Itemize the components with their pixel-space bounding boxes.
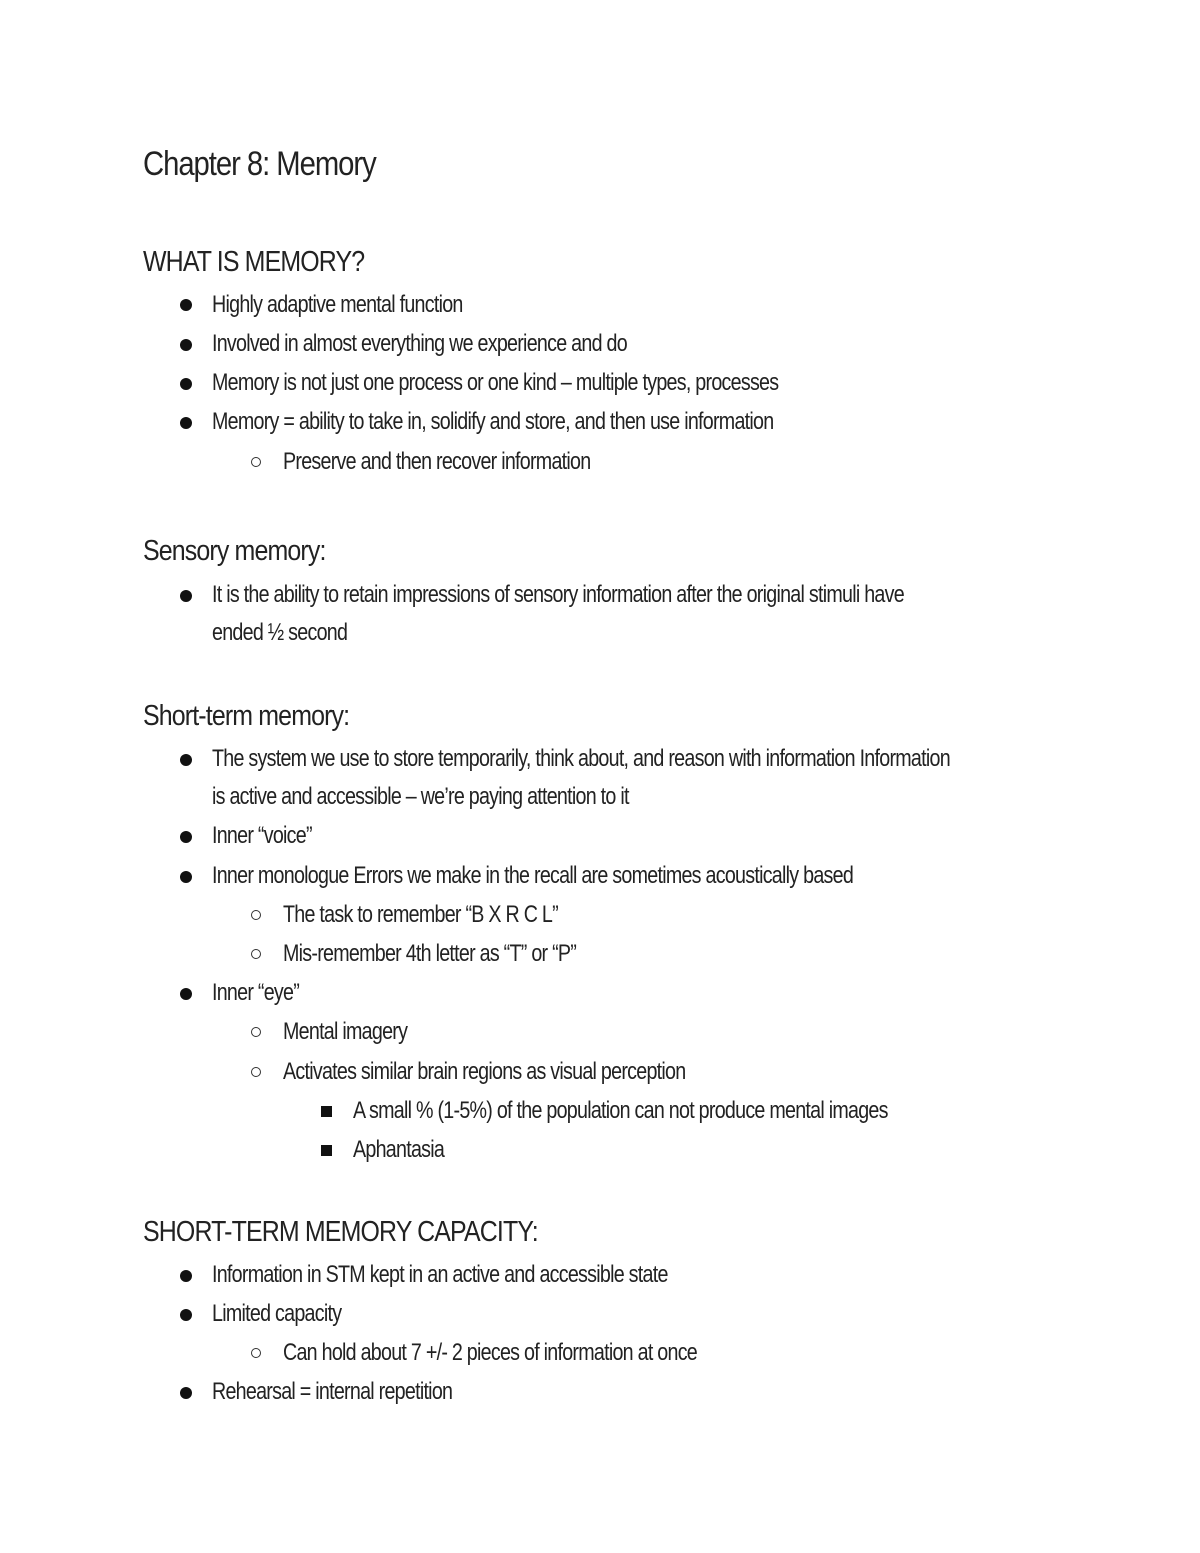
bullet-disc-icon bbox=[180, 1270, 192, 1282]
bullet-circle-icon bbox=[251, 1027, 261, 1037]
bullet-disc-icon bbox=[180, 754, 192, 766]
bullet-disc-icon bbox=[180, 590, 192, 602]
list-item: Preserve and then recover information bbox=[283, 448, 591, 475]
bullet-disc-icon bbox=[180, 417, 192, 429]
bullet-disc-icon bbox=[180, 299, 192, 311]
list-item: It is the ability to retain impressions of sensory information after the original stimuli have bbox=[212, 581, 904, 608]
page-title: Chapter 8: Memory bbox=[143, 145, 376, 183]
list-item: Rehearsal = internal repetition bbox=[212, 1378, 453, 1405]
list-item: Highly adaptive mental function bbox=[212, 291, 463, 318]
list-item: Information in STM kept in an active and accessible state bbox=[212, 1261, 668, 1288]
list-item: The task to remember “B X R C L” bbox=[283, 901, 558, 928]
section-heading-what-is-memory: WHAT IS MEMORY? bbox=[143, 246, 365, 278]
bullet-disc-icon bbox=[180, 339, 192, 351]
bullet-disc-icon bbox=[180, 378, 192, 390]
bullet-circle-icon bbox=[251, 949, 261, 959]
list-item: Memory is not just one process or one kind – multiple types, processes bbox=[212, 369, 779, 396]
bullet-disc-icon bbox=[180, 988, 192, 1000]
list-item: Activates similar brain regions as visual perception bbox=[283, 1058, 686, 1085]
bullet-circle-icon bbox=[251, 910, 261, 920]
list-item: Mental imagery bbox=[283, 1018, 408, 1045]
list-item-continuation: is active and accessible – we’re paying attention to it bbox=[212, 783, 629, 810]
bullet-circle-icon bbox=[251, 457, 261, 467]
list-item: Inner “voice” bbox=[212, 822, 312, 849]
section-heading-short-term-memory: Short-term memory: bbox=[143, 700, 350, 732]
section-heading-stm-capacity: SHORT-TERM MEMORY CAPACITY: bbox=[143, 1216, 538, 1248]
bullet-disc-icon bbox=[180, 1309, 192, 1321]
bullet-circle-icon bbox=[251, 1348, 261, 1358]
bullet-square-icon bbox=[321, 1106, 332, 1117]
list-item: The system we use to store temporarily, think about, and reason with information Information bbox=[212, 745, 950, 772]
bullet-disc-icon bbox=[180, 831, 192, 843]
list-item-continuation: ended ½ second bbox=[212, 619, 348, 646]
list-item: Can hold about 7 +/- 2 pieces of information at once bbox=[283, 1339, 698, 1366]
bullet-disc-icon bbox=[180, 1387, 192, 1399]
list-item: Inner “eye” bbox=[212, 979, 300, 1006]
bullet-disc-icon bbox=[180, 871, 192, 883]
section-heading-sensory-memory: Sensory memory: bbox=[143, 535, 326, 567]
bullet-square-icon bbox=[321, 1145, 332, 1156]
list-item: Involved in almost everything we experience and do bbox=[212, 330, 627, 357]
list-item: Limited capacity bbox=[212, 1300, 342, 1327]
list-item: Aphantasia bbox=[353, 1136, 445, 1163]
list-item: A small % (1-5%) of the population can not produce mental images bbox=[353, 1097, 888, 1124]
list-item: Inner monologue Errors we make in the recall are sometimes acoustically based bbox=[212, 862, 854, 889]
list-item: Memory = ability to take in, solidify and store, and then use information bbox=[212, 408, 774, 435]
list-item: Mis-remember 4th letter as “T” or “P” bbox=[283, 940, 577, 967]
bullet-circle-icon bbox=[251, 1067, 261, 1077]
